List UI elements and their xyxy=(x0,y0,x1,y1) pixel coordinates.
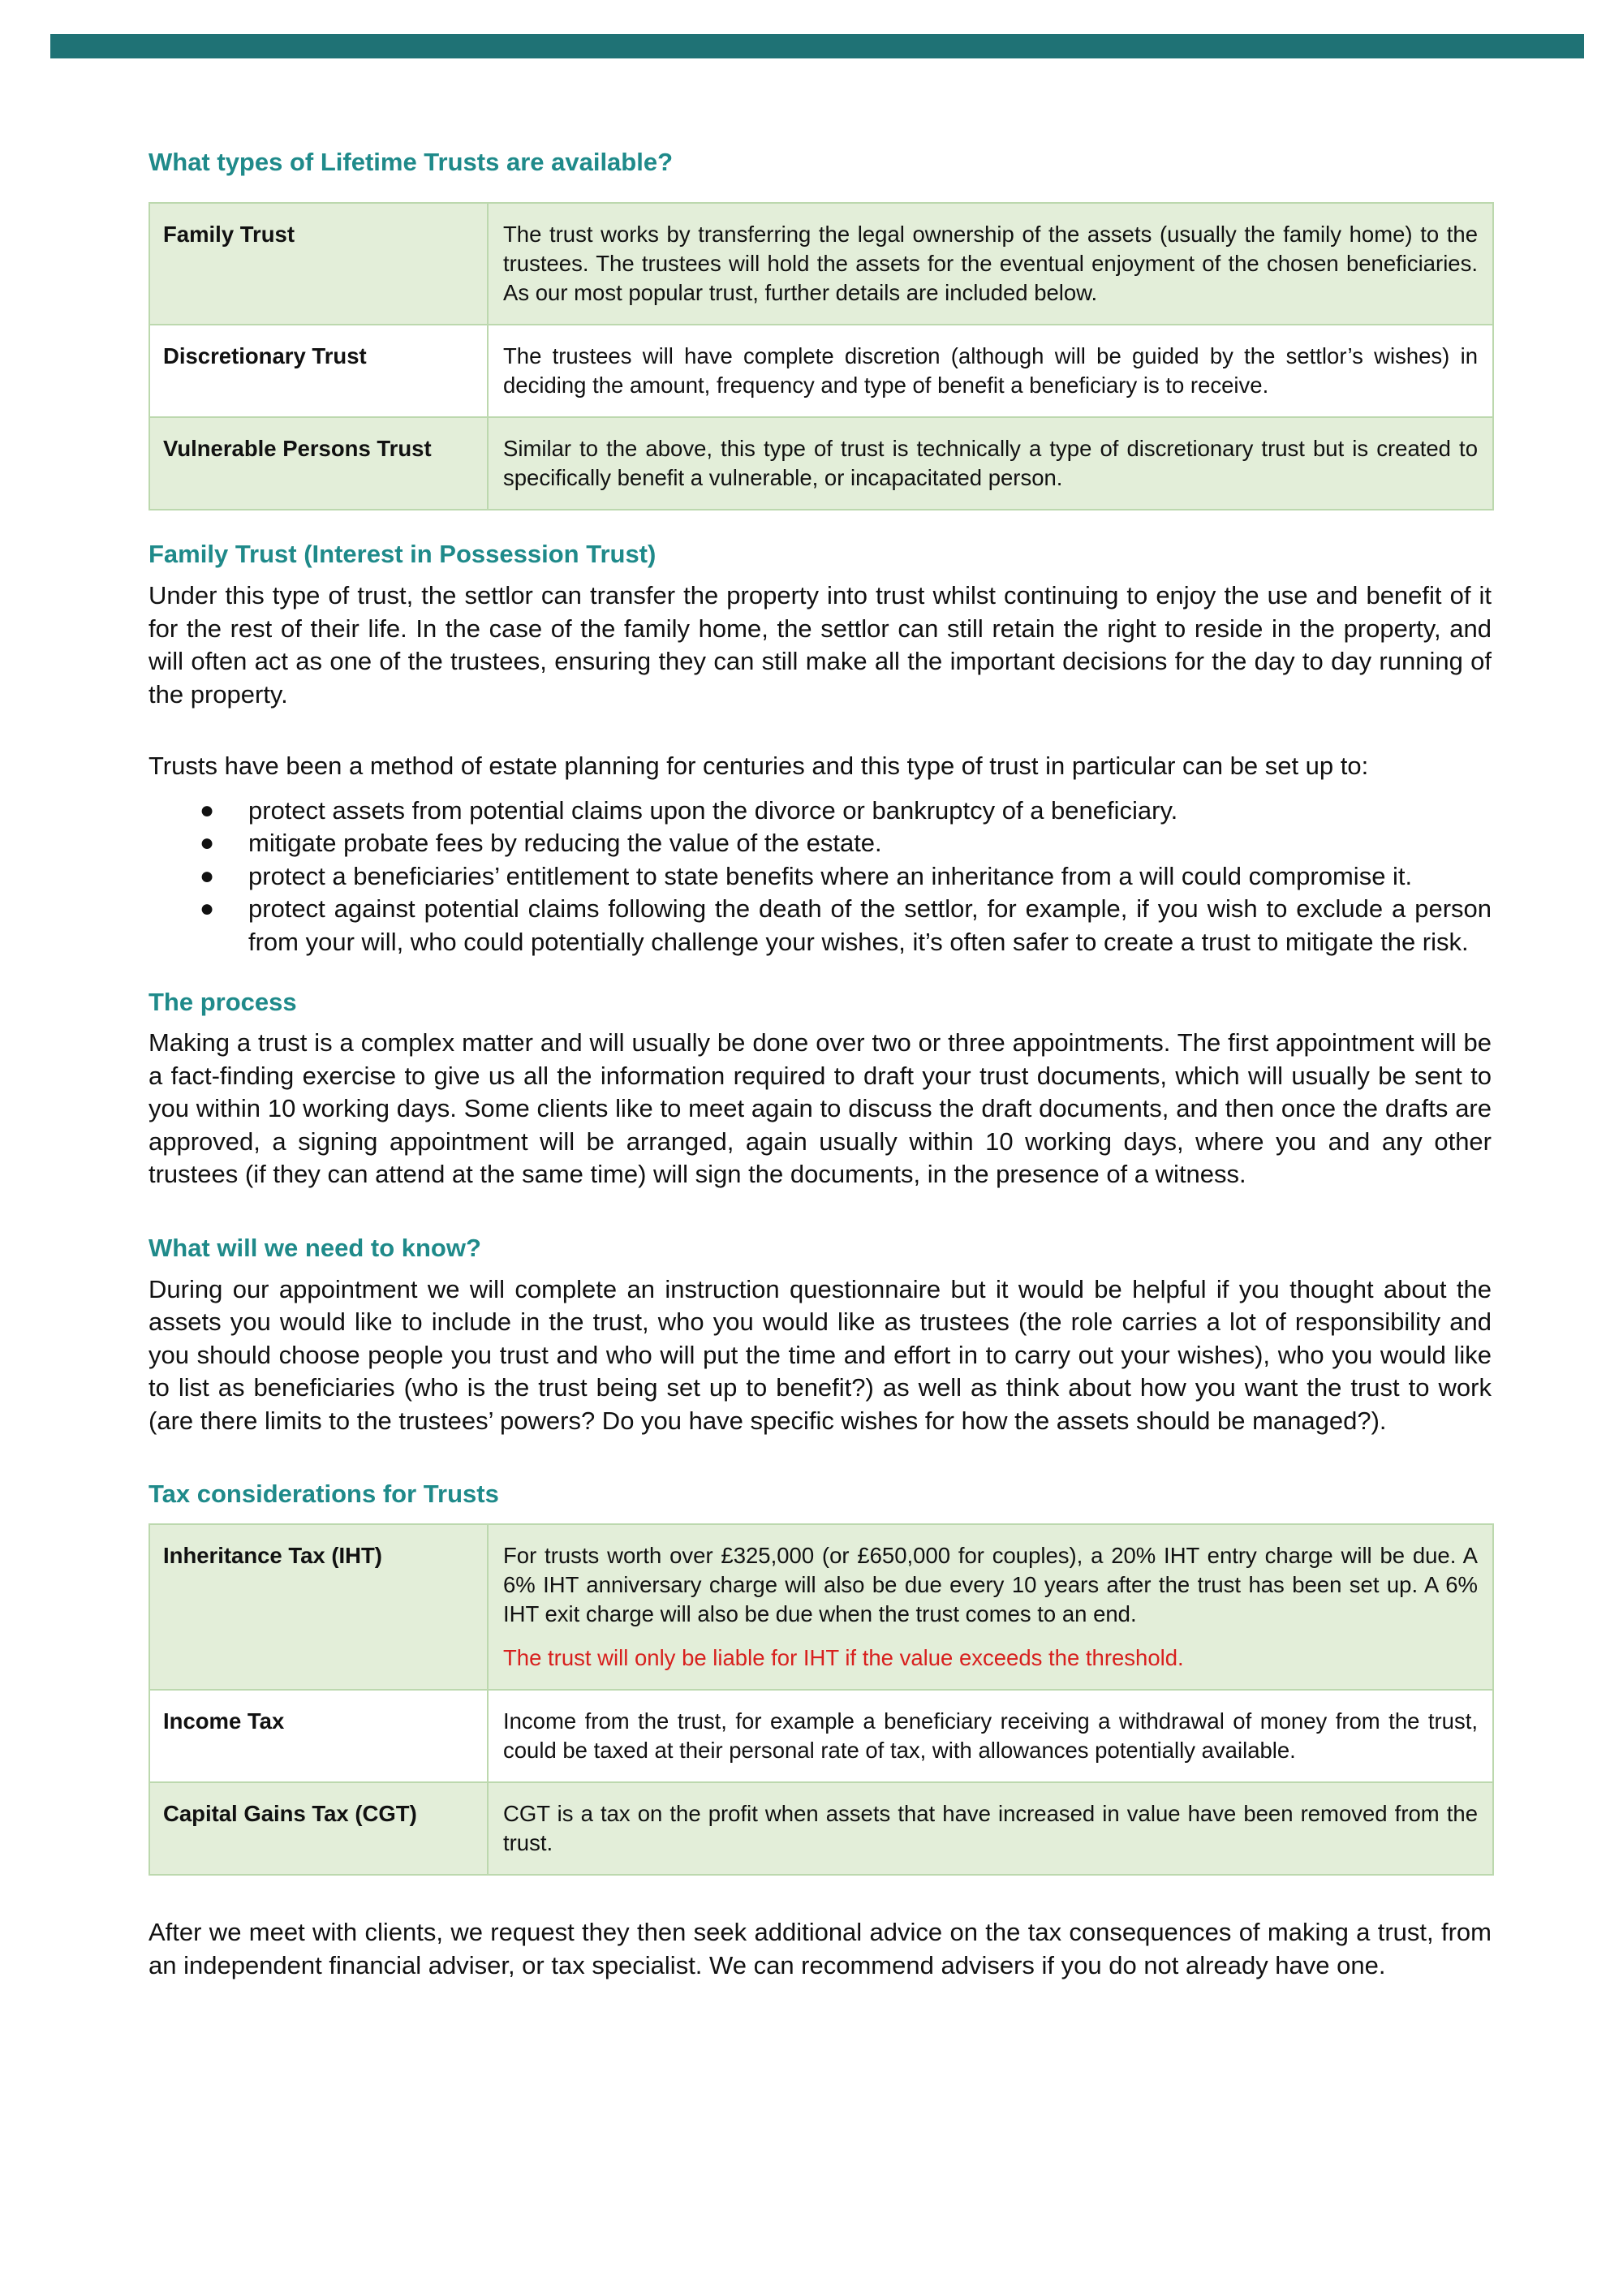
row-label: Discretionary Trust xyxy=(149,325,488,417)
row-label: Capital Gains Tax (CGT) xyxy=(149,1782,488,1875)
row-description: Income from the trust, for example a beneficiary receiving a withdrawal of money from the trust, could be taxed at their personal rate of tax, with allowances potentially available. xyxy=(488,1690,1493,1782)
iht-threshold-note: The trust will only be liable for IHT if the value exceeds the threshold. xyxy=(503,1645,1184,1670)
list-item xyxy=(149,860,1492,894)
heading-family-trust: Family Trust (Interest in Possession Trust) xyxy=(149,540,657,568)
table-row xyxy=(149,417,1493,510)
process-paragraph: Making a trust is a complex matter and will usually be done over two or three appointments. The first appointment will be a fact-finding exercise to give us all the information required to draft your trust documents, which will usually be sent to you within 10 working days. Some clients like to meet again to discuss the draft documents, and then once the drafts are approved, a signing appointment will be arranged, again usually within 10 working days, where you and any other trustees (if they can attend at the same time) will sign the documents, in the presence of a witness. xyxy=(149,1028,1492,1188)
row-label: Family Trust xyxy=(149,203,488,325)
need-to-know-paragraph: During our appointment we will complete an instruction questionnaire but it would be helpful if you thought about the assets you would like to include in the trust, who you would like as trustees (the role carries a lot of responsibility and you should choose people you trust and who will put the time and effort in to carry out your wishes), who you would like to list as beneficiaries (who is the trust being set up to benefit?) as well as think about how you want the trust to work (are there limits to the trustees’ powers? Do you have specific wishes for how the assets should be managed?). xyxy=(149,1274,1492,1435)
list-item-text: protect a beneficiaries’ entitlement to state benefits where an inheritance from a will could compromise it. xyxy=(248,861,1413,890)
table-row xyxy=(149,203,1493,325)
row-description: CGT is a tax on the profit when assets that have increased in value have been removed from the trust. xyxy=(488,1782,1493,1875)
row-description: For trusts worth over £325,000 (or £650,000 for couples), a 20% IHT entry charge will be due. A 6% IHT anniversary charge will also be due every 10 years after the trust has been set up. A 6% IHT exit charge will also be due when the trust comes to an end. xyxy=(503,1543,1478,1626)
row-description-cell xyxy=(488,1524,1493,1690)
list-item xyxy=(149,827,1492,860)
row-label: Inheritance Tax (IHT) xyxy=(149,1524,488,1690)
heading-process: The process xyxy=(149,988,297,1016)
row-description: Similar to the above, this type of trust is technically a type of discretionary trust but is created to specifically benefit a vulnerable, or incapacitated person. xyxy=(488,417,1493,510)
list-item-text: protect against potential claims following the death of the settlor, for example, if you wish to exclude a person from your will, who could potentially challenge your wishes, it’s often safer to create a trust to mitigate the risk. xyxy=(248,894,1492,956)
trust-types-table xyxy=(149,202,1494,510)
document-body xyxy=(149,146,1492,1982)
table-row xyxy=(149,325,1493,417)
row-description: The trustees will have complete discretion (although will be guided by the settlor’s wishes) in deciding the amount, frequency and type of benefit a beneficiary is to receive. xyxy=(488,325,1493,417)
list-item-text: mitigate probate fees by reducing the value of the estate. xyxy=(248,829,882,857)
header-accent-bar xyxy=(50,34,1584,58)
row-label: Income Tax xyxy=(149,1690,488,1782)
table-row xyxy=(149,1782,1493,1875)
estate-planning-paragraph: Trusts have been a method of estate planning for centuries and this type of trust in particular can be set up to: xyxy=(149,752,1369,780)
bullet-icon: ● xyxy=(200,829,215,856)
row-description: The trust works by transferring the legal ownership of the assets (usually the family home) to the trustees. The trustees will hold the assets for the eventual enjoyment of the chosen beneficiaries. As our most popular trust, further details are included below. xyxy=(488,203,1493,325)
heading-trust-types: What types of Lifetime Trusts are available? xyxy=(149,148,674,176)
bullet-icon: ● xyxy=(200,796,215,824)
table-row xyxy=(149,1524,1493,1690)
table-row xyxy=(149,1690,1493,1782)
row-label: Vulnerable Persons Trust xyxy=(149,417,488,510)
list-item xyxy=(149,893,1492,958)
family-trust-paragraph: Under this type of trust, the settlor can transfer the property into trust whilst continuing to enjoy the use and benefit of it for the rest of their life. In the case of the family home, the settlor can still retain the right to reside in the property, and will often act as one of the trustees, ensuring they can still make all the important decisions for the day to day running of the property. xyxy=(149,581,1492,709)
list-item xyxy=(149,795,1492,828)
tax-table xyxy=(149,1523,1494,1876)
heading-need-to-know: What will we need to know? xyxy=(149,1233,481,1262)
bullet-icon: ● xyxy=(200,862,215,890)
benefits-list xyxy=(149,795,1492,959)
closing-paragraph: After we meet with clients, we request they then seek additional advice on the tax consequences of making a trust, from an independent financial adviser, or tax specialist. We can recommend advisers if you do not already have one. xyxy=(149,1918,1492,1979)
bullet-icon: ● xyxy=(200,895,215,922)
heading-tax: Tax considerations for Trusts xyxy=(149,1480,499,1508)
list-item-text: protect assets from potential claims upon the divorce or bankruptcy of a beneficiary. xyxy=(248,795,1178,825)
